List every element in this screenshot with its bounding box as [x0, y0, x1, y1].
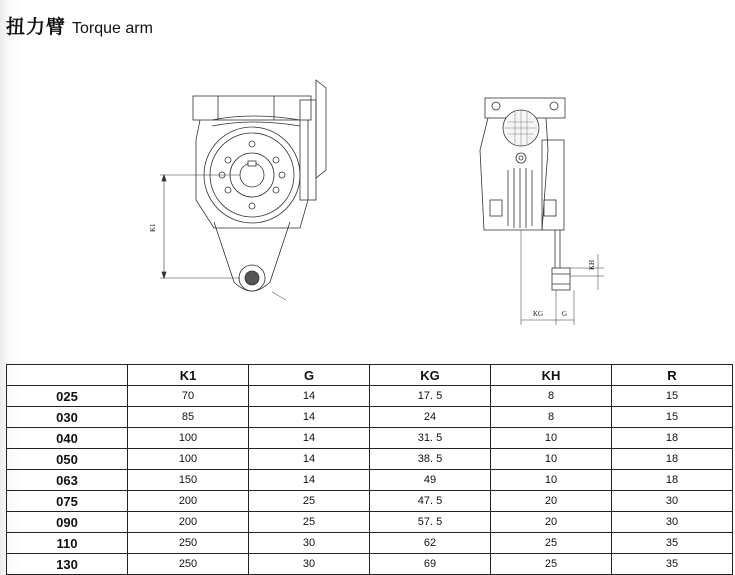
table-cell: 100 — [128, 449, 249, 470]
table-cell: 200 — [128, 491, 249, 512]
model-size-cell: 063 — [7, 470, 128, 491]
table-cell: 25 — [491, 554, 612, 575]
table-cell: 57. 5 — [370, 512, 491, 533]
table-cell: 14 — [249, 449, 370, 470]
table-cell: 15 — [612, 386, 733, 407]
table-cell: 30 — [249, 554, 370, 575]
table-cell: 150 — [128, 470, 249, 491]
table-row — [7, 491, 733, 512]
table-cell: 8 — [491, 407, 612, 428]
table-cell: 100 — [128, 428, 249, 449]
table-header-row — [7, 365, 733, 386]
table-row — [7, 533, 733, 554]
title-english: Torque arm — [72, 20, 153, 37]
table-cell: 15 — [612, 407, 733, 428]
kh-dimension-label: KH — [588, 259, 596, 270]
table-row — [7, 407, 733, 428]
table-row — [7, 428, 733, 449]
column-header: R — [612, 365, 733, 386]
model-size-cell: 075 — [7, 491, 128, 512]
column-header — [7, 365, 128, 386]
side-view — [480, 98, 604, 325]
table-row — [7, 386, 733, 407]
table-cell: 18 — [612, 428, 733, 449]
table-cell: 17. 5 — [370, 386, 491, 407]
table-cell: 31. 5 — [370, 428, 491, 449]
table-cell: 25 — [249, 512, 370, 533]
k1-dimension-label: K1 — [149, 223, 157, 232]
table-cell: 200 — [128, 512, 249, 533]
table-cell: 47. 5 — [370, 491, 491, 512]
table-cell: 35 — [612, 554, 733, 575]
model-size-cell: 130 — [7, 554, 128, 575]
table-cell: 25 — [491, 533, 612, 554]
model-size-cell: 110 — [7, 533, 128, 554]
table-cell: 20 — [491, 491, 612, 512]
table-cell: 49 — [370, 470, 491, 491]
kg-dimension-label: KG — [533, 310, 544, 318]
table-cell: 30 — [612, 512, 733, 533]
table-cell: 14 — [249, 428, 370, 449]
table-cell: 38. 5 — [370, 449, 491, 470]
table-cell: 69 — [370, 554, 491, 575]
table-cell: 18 — [612, 470, 733, 491]
column-header: KH — [491, 365, 612, 386]
table-cell: 250 — [128, 533, 249, 554]
table-cell: 30 — [612, 491, 733, 512]
table-row — [7, 449, 733, 470]
table-row — [7, 470, 733, 491]
column-header: G — [249, 365, 370, 386]
table-cell: 250 — [128, 554, 249, 575]
table-cell: 10 — [491, 449, 612, 470]
model-size-cell: 030 — [7, 407, 128, 428]
column-header: K1 — [128, 365, 249, 386]
table-row — [7, 512, 733, 533]
table-row — [7, 554, 733, 575]
column-header: KG — [370, 365, 491, 386]
table-cell: 70 — [128, 386, 249, 407]
table-cell: 24 — [370, 407, 491, 428]
table-cell: 10 — [491, 470, 612, 491]
table-cell: 35 — [612, 533, 733, 554]
table-cell: 62 — [370, 533, 491, 554]
table-cell: 14 — [249, 386, 370, 407]
model-size-cell: 040 — [7, 428, 128, 449]
table-cell: 30 — [249, 533, 370, 554]
front-view — [149, 80, 326, 300]
g-dimension-label: G — [562, 310, 568, 318]
model-size-cell: 090 — [7, 512, 128, 533]
table-cell: 20 — [491, 512, 612, 533]
title-chinese: 扭力臂 — [6, 16, 67, 38]
table-cell: 10 — [491, 428, 612, 449]
table-cell: 8 — [491, 386, 612, 407]
table-cell: 18 — [612, 449, 733, 470]
model-size-cell: 025 — [7, 386, 128, 407]
table-cell: 25 — [249, 491, 370, 512]
table-cell: 14 — [249, 470, 370, 491]
model-size-cell: 050 — [7, 449, 128, 470]
table-cell: 14 — [249, 407, 370, 428]
table-cell: 85 — [128, 407, 249, 428]
torque-arm-spec-table — [6, 364, 733, 575]
